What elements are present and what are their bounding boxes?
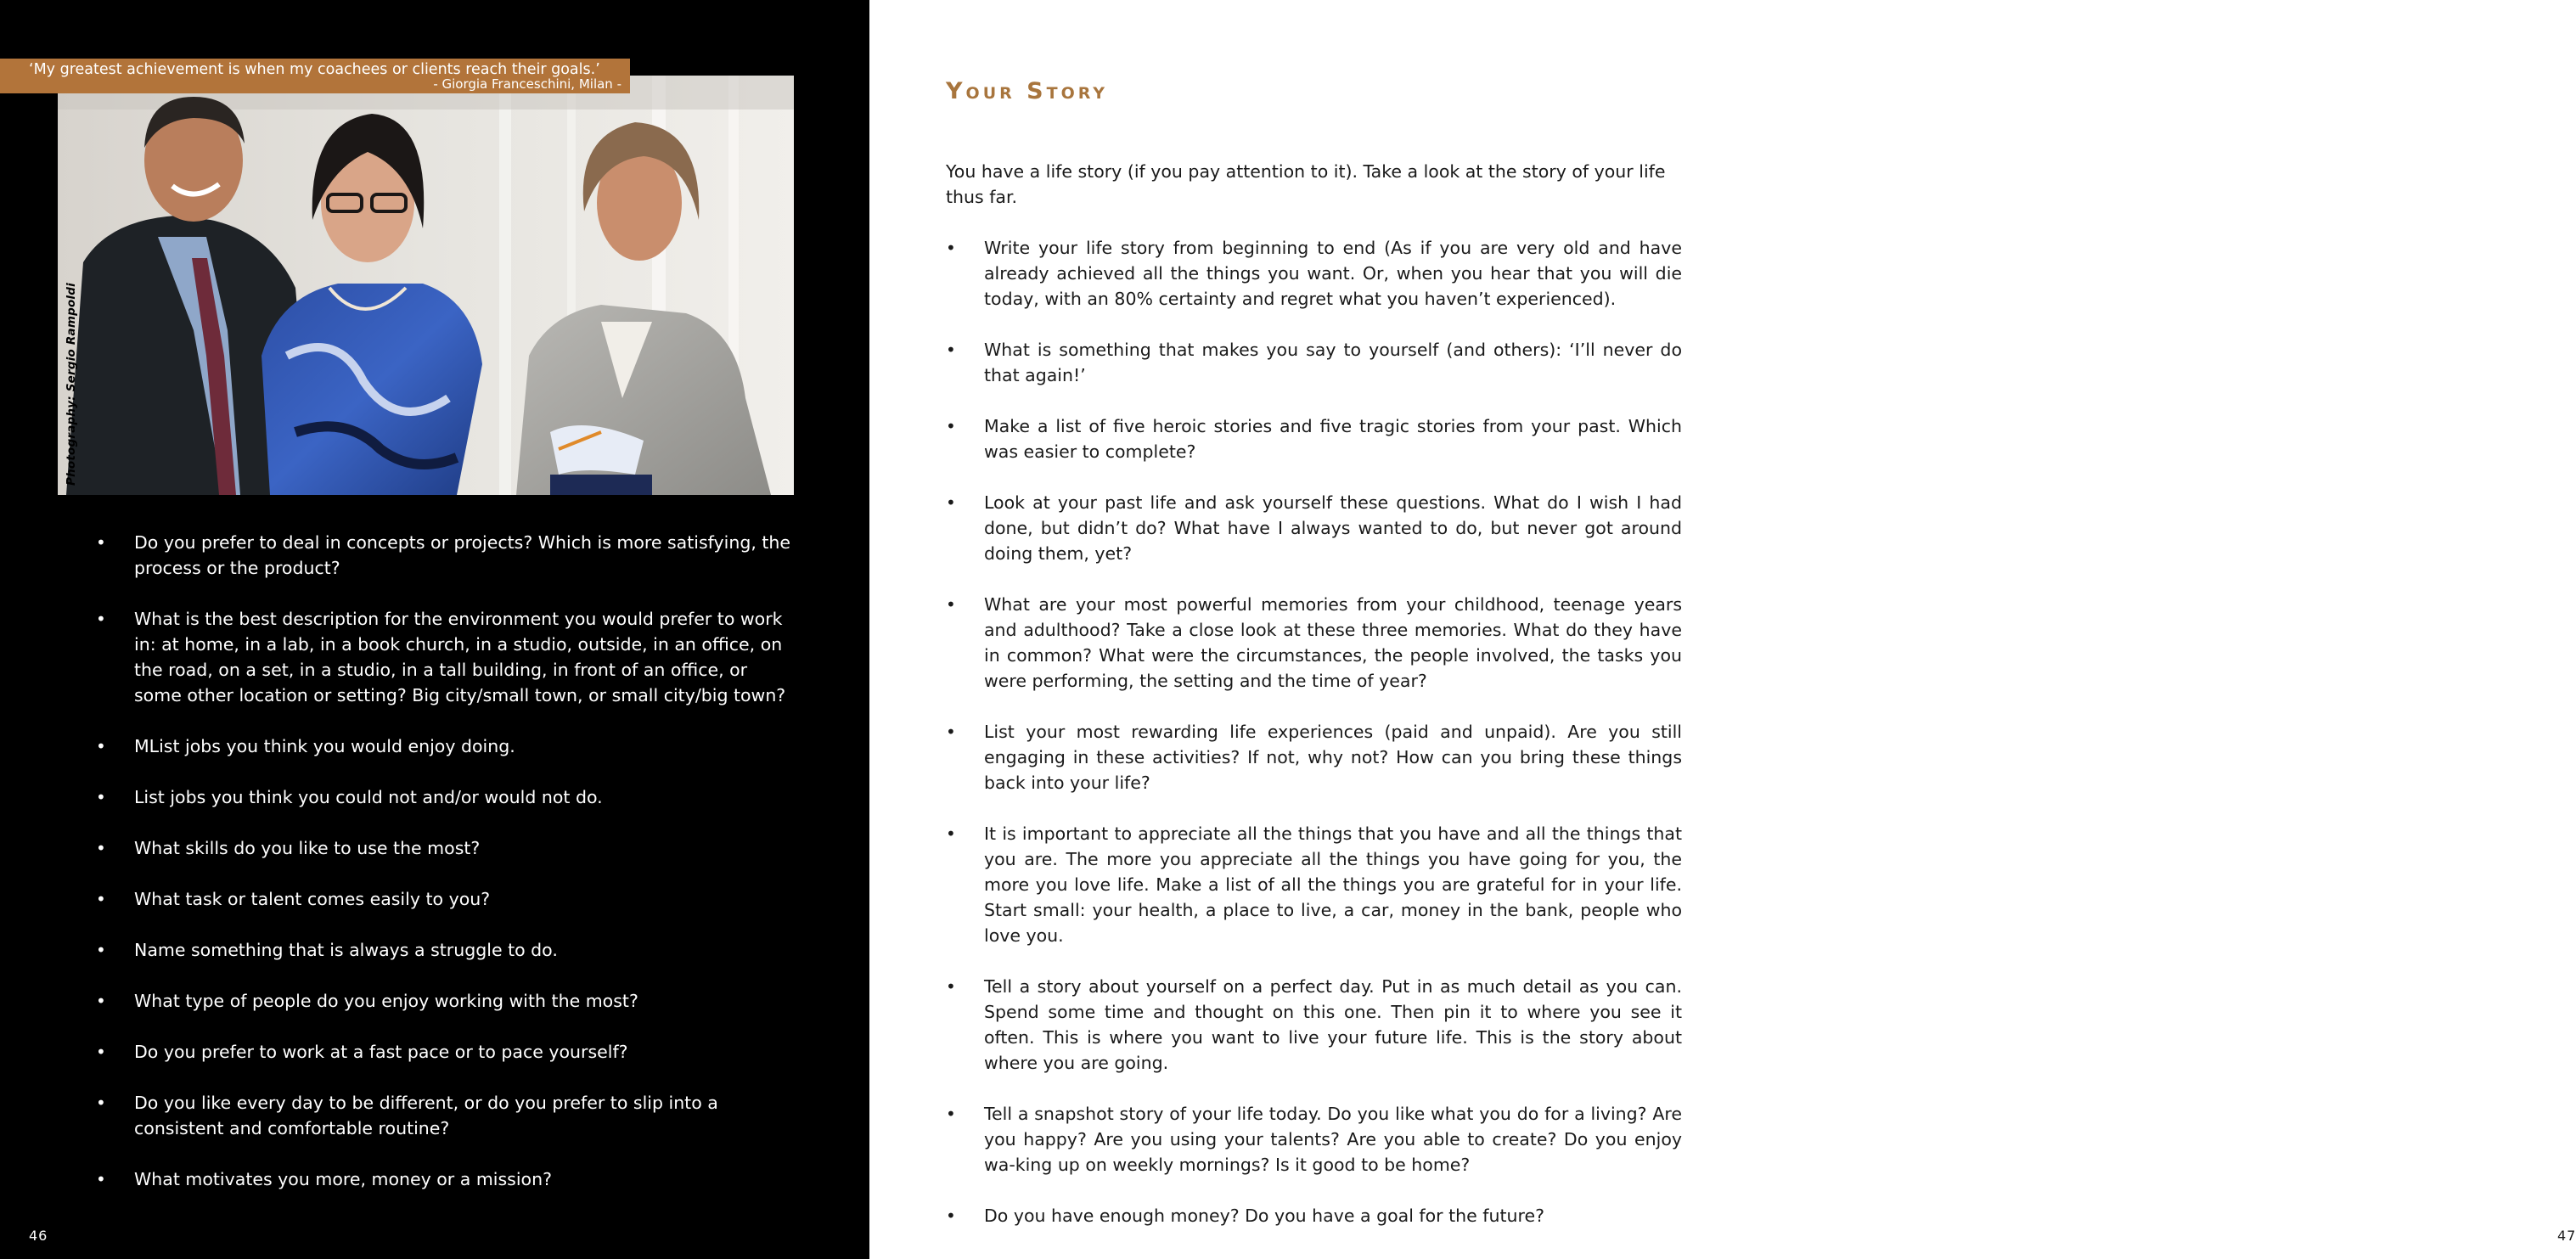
page-number-left: 46	[29, 1228, 48, 1244]
list-item-text: It is important to appreciate all the things that you have and all the things that you are. The more you appreciate all the things you have going for you, the more you love life. Make a list of all the things you are grateful for in your life. Start small: your health, a place to live, a car, money in the bank, people who love you.	[984, 823, 1682, 946]
right-question-list	[946, 235, 1682, 1254]
list-item	[946, 235, 1682, 312]
list-item-text: What task or talent comes easily to you?	[134, 889, 491, 909]
bullet-icon: •	[96, 609, 106, 629]
bullet-icon: •	[946, 722, 956, 742]
list-item	[946, 413, 1682, 464]
photo-credit: Photography: Sergio Rampoldi	[65, 283, 78, 486]
list-item	[96, 784, 793, 810]
bullet-icon: •	[96, 1042, 106, 1062]
list-item	[96, 733, 793, 759]
left-question-list	[96, 530, 793, 1217]
list-item-text: Do you have enough money? Do you have a goal for the future?	[984, 1206, 1544, 1226]
list-item-text: What skills do you like to use the most?	[134, 838, 481, 858]
bullet-icon: •	[96, 787, 106, 807]
list-item-text: Look at your past life and ask yourself these questions. What do I wish I had done, but didn’t do? What have I always wanted to do, but never got around doing them, yet?	[984, 492, 1682, 564]
list-item	[946, 821, 1682, 948]
list-item	[96, 937, 793, 963]
list-item-text: What are your most powerful memories from your childhood, teenage years and adulthood? Take a close look at these three memories. What do they have in common? What were the circumstances, the people involved, the tasks you were performing, the setting and the time of year?	[984, 594, 1682, 691]
page-number-right: 47	[2557, 1228, 2576, 1244]
list-item	[96, 835, 793, 861]
quote-author: - Giorgia Franceschini, Milan -	[433, 76, 622, 92]
list-item-text: List your most rewarding life experiences (paid and unpaid). Are you still engaging in these activities? If not, why not? How can you bring these things back into your life?	[984, 722, 1682, 793]
quote-banner	[0, 59, 630, 93]
quote-text: ‘My greatest achievement is when my coachees or clients reach their goals.’	[29, 61, 600, 78]
bullet-icon: •	[96, 940, 106, 960]
list-item	[946, 490, 1682, 566]
left-page	[0, 0, 869, 1259]
bullet-icon: •	[946, 594, 956, 615]
bullet-icon: •	[946, 823, 956, 844]
list-item-text: What is the best description for the environment you would prefer to work in: at home, in a lab, in a book church, in a studio, outside, in an office, on the road, on a set, in a studio, in a tall building, in front of an office, or some other location or setting? Big city/small town, or small city/big town?	[134, 609, 786, 705]
list-item	[96, 1166, 793, 1192]
list-item	[96, 1039, 793, 1065]
list-item-text: Name something that is always a struggle to do.	[134, 940, 558, 960]
list-item-text: List jobs you think you could not and/or would not do.	[134, 787, 603, 807]
section-title: Your Story	[946, 78, 1109, 104]
list-item	[96, 606, 793, 708]
team-photo	[58, 76, 794, 495]
bullet-icon: •	[96, 532, 106, 553]
bullet-icon: •	[946, 238, 956, 258]
list-item-text: Do you like every day to be different, or do you prefer to slip into a consistent and comfortable routine?	[134, 1093, 718, 1138]
list-item	[946, 1101, 1682, 1178]
list-item-text: Do you prefer to work at a fast pace or to pace yourself?	[134, 1042, 628, 1062]
bullet-icon: •	[946, 1206, 956, 1226]
list-item-text: MList jobs you think you would enjoy doing.	[134, 736, 515, 756]
list-item	[946, 592, 1682, 694]
list-item-text: What motivates you more, money or a mission?	[134, 1169, 552, 1189]
list-item-text: Write your life story from beginning to end (As if you are very old and have already achieved all the things you want. Or, when you hear that you will die today, with an 80% certainty and regret what you haven’t experienced).	[984, 238, 1682, 309]
bullet-icon: •	[946, 416, 956, 436]
list-item-text: Make a list of five heroic stories and five tragic stories from your past. Which was easier to complete?	[984, 416, 1682, 462]
list-item	[946, 337, 1682, 388]
bullet-icon: •	[96, 991, 106, 1011]
list-item	[96, 988, 793, 1014]
bullet-icon: •	[946, 492, 956, 513]
bullet-icon: •	[96, 736, 106, 756]
bullet-icon: •	[946, 1104, 956, 1124]
bullet-icon: •	[946, 340, 956, 360]
list-item	[96, 1090, 793, 1141]
list-item-text: Tell a snapshot story of your life today. Do you like what you do for a living? Are you happy? Are you using your talents? Are you able to create? Do you enjoy wa-king up on weekly mornings? Is it good to be home?	[984, 1104, 1682, 1175]
list-item-text: What type of people do you enjoy working with the most?	[134, 991, 638, 1011]
bullet-icon: •	[946, 976, 956, 997]
list-item	[96, 886, 793, 912]
list-item-text: Tell a story about yourself on a perfect day. Put in as much detail as you can. Spend some time and thought on this one. Then pin it to where you see it often. This is where you want to live your future life. This is the story about where you are going.	[984, 976, 1682, 1073]
bullet-icon: •	[96, 1169, 106, 1189]
bullet-icon: •	[96, 1093, 106, 1113]
list-item	[946, 1203, 1682, 1228]
intro-paragraph: You have a life story (if you pay attention to it). Take a look at the story of your life thus far.	[946, 161, 1666, 207]
list-item	[946, 719, 1682, 795]
bullet-icon: •	[96, 889, 106, 909]
list-item-text: What is something that makes you say to yourself (and others): ‘I’ll never do that again!’	[984, 340, 1682, 385]
list-item	[946, 974, 1682, 1076]
bullet-icon: •	[96, 838, 106, 858]
list-item-text: Do you prefer to deal in concepts or projects? Which is more satisfying, the process or the product?	[134, 532, 791, 578]
list-item	[96, 530, 793, 581]
